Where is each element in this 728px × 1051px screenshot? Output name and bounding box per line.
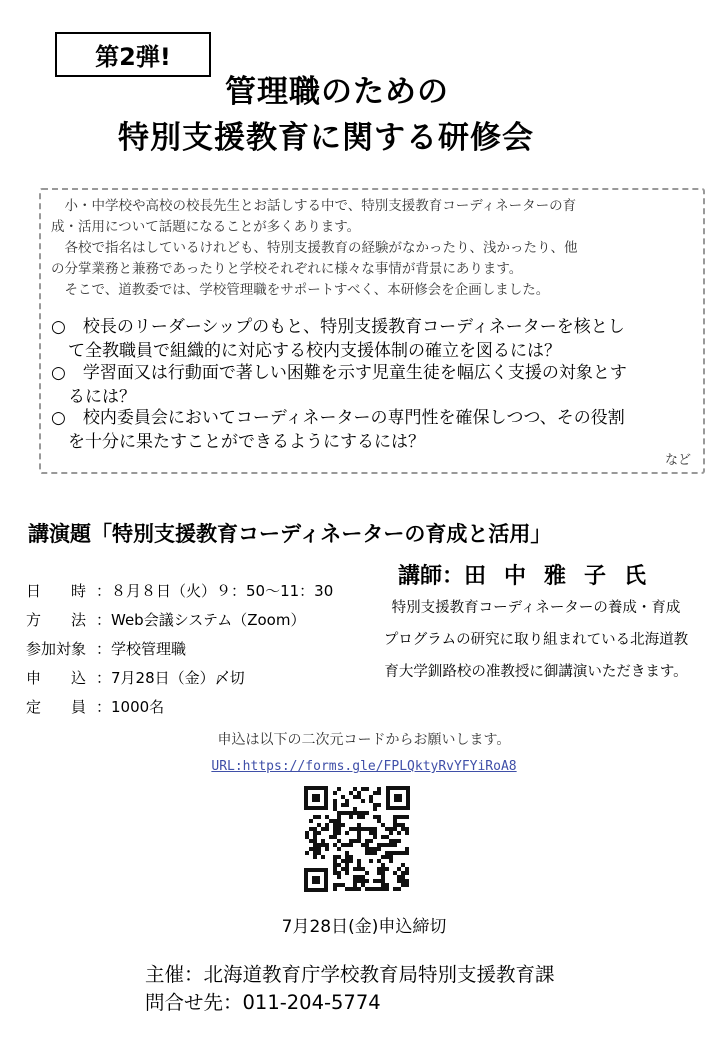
detail-value: ：学校管理職 [96, 640, 187, 658]
detail-row-application [26, 667, 245, 688]
detail-row-capacity [26, 696, 164, 717]
intro-text-1b: 成・活用について話題になることが多くあります。 [51, 219, 361, 235]
bio-line-1: 特別支援教育コーディネーターの養成・育成 [391, 600, 681, 616]
question-1b: て全教職員で組織的に対応する校内支援体制の確立を図るには？ [51, 341, 561, 361]
intro-text-1a: 小・中学校や高校の校長先生とお話しする中で、特別支援教育コーディネーターの育 [51, 198, 577, 214]
speaker [398, 559, 664, 590]
bio-line-2: プログラムの研究に取り組まれている北海道教 [383, 632, 689, 648]
intro-text-2b: の分掌業務と兼務であったりと学校それぞれに様々な事情が背景にあります。 [51, 261, 523, 277]
detail-row-datetime [26, 580, 333, 601]
detail-label: 参加対象 [26, 640, 87, 658]
question-3b: を十分に果たすことができるようにするには？ [51, 432, 425, 452]
contact: 問合せ先：011-204-5774 [145, 991, 381, 1014]
detail-row-method [26, 609, 305, 630]
speaker-bio [366, 592, 706, 688]
etc-label: など [664, 453, 691, 468]
detail-value: ：Web会議システム（Zoom） [96, 611, 306, 629]
title-line-2: 特別支援教育に関する研修会 [118, 120, 534, 156]
speaker-label: 講師： [398, 564, 465, 589]
intro-text-2a: 各校で指名はしているけれども、特別支援教育の経験がなかったり、浅かったり、他 [51, 240, 578, 256]
detail-value: ：7月28日（金）〆切 [96, 669, 245, 687]
question-2b: るには？ [51, 387, 136, 407]
bio-line-3: 育大学釧路校の准教授に御講演いただきます。 [384, 664, 688, 680]
question-2a: ○ 学習面又は行動面で著しい困難を示す児童生徒を幅広く支援の対象とす [51, 363, 627, 383]
detail-value: ：８月８日（火）９：50～11：30 [96, 582, 334, 600]
speaker-name: 田中雅子氏 [464, 564, 665, 589]
detail-label: 定 員 [26, 698, 87, 716]
apply-note: 申込は以下の二次元コードからお願いします。 [217, 732, 511, 748]
deadline-note: 7月28日(金)申込締切 [281, 917, 447, 937]
title-line-1: 管理職のための [225, 74, 449, 110]
detail-label: 日 時 [26, 582, 87, 600]
question-1a: ○ 校長のリーダーシップのもと、特別支援教育コーディネーターを核とし [51, 317, 625, 337]
question-3a: ○ 校内委員会においてコーディネーターの専門性を確保しつつ、その役割 [51, 408, 625, 428]
form-url-link[interactable]: URL:https://forms.gle/FPLQktyRvYFYiRoA8 [211, 759, 517, 774]
detail-value: ：1000名 [96, 698, 165, 716]
intro-box [39, 188, 705, 474]
intro-text-3: そこで、道教委では、学校管理職をサポートすべく、本研修会を企画しました。 [51, 282, 550, 298]
lecture-title: 講演題「特別支援教育コーディネーターの育成と活用」 [28, 522, 552, 546]
url-row [0, 755, 728, 774]
edition-badge: 第2弾! [55, 32, 211, 77]
organizer: 主催：北海道教育庁学校教育局特別支援教育課 [145, 963, 555, 986]
detail-label: 方 法 [26, 611, 87, 629]
detail-label: 申 込 [26, 669, 87, 687]
qr-code[interactable] [304, 786, 410, 892]
detail-row-target [26, 638, 186, 659]
